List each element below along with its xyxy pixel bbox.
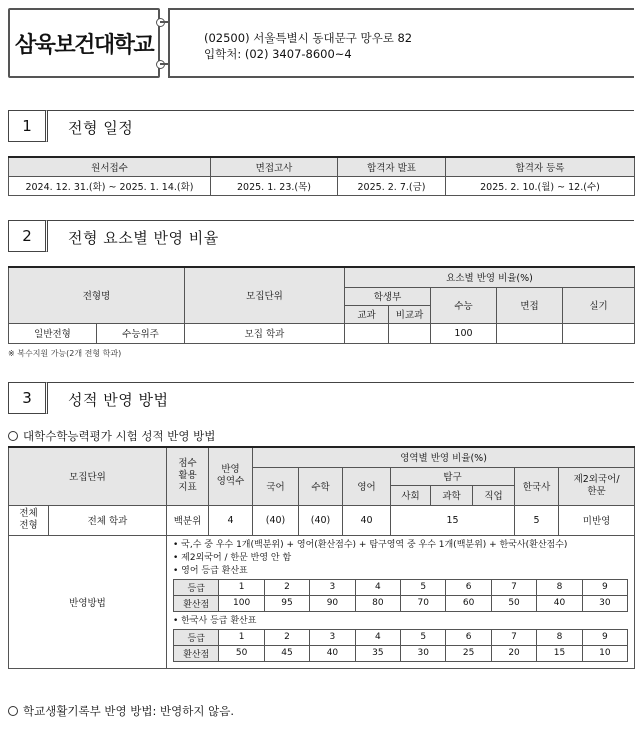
csat-subtitle [8, 428, 215, 444]
ratio-header-unit: 모집단위 [185, 267, 345, 323]
english-grade: 3 [310, 579, 355, 595]
schedule-header: 원서접수 [9, 157, 211, 176]
english-grade-label: 등급 [174, 579, 219, 595]
section-title: 성적 반영 방법 [68, 391, 169, 409]
section-header-3 [8, 382, 634, 416]
csat-header-history: 한국사 [515, 467, 559, 505]
history-score: 45 [264, 645, 309, 661]
english-grade: 6 [446, 579, 491, 595]
history-grade: 1 [219, 629, 264, 645]
history-score: 15 [537, 645, 582, 661]
history-grade: 5 [401, 629, 446, 645]
english-score: 50 [491, 595, 536, 611]
english-score: 100 [219, 595, 264, 611]
csat-korean: (40) [253, 505, 299, 535]
history-grade: 2 [264, 629, 309, 645]
csat-header-english: 영어 [343, 467, 391, 505]
ratio-subject [345, 323, 389, 343]
csat-table [8, 446, 635, 669]
history-score: 40 [310, 645, 355, 661]
english-score: 80 [355, 595, 400, 611]
schedule-header: 면접고사 [211, 157, 338, 176]
ratio-type: 일반전형 [9, 323, 97, 343]
address-text: (02500) 서울특별시 동대문구 망우로 82 [204, 31, 413, 45]
english-grade: 7 [491, 579, 536, 595]
csat-type: 전체 전형 [9, 505, 49, 535]
history-grade-table [173, 629, 628, 662]
history-grade: 8 [537, 629, 582, 645]
csat-unit: 전체 학과 [49, 505, 167, 535]
ratio-header-non: 비교과 [389, 305, 431, 323]
school-record-line [8, 703, 234, 719]
method-content [167, 535, 635, 668]
csat-areas: 4 [209, 505, 253, 535]
csat-header-score: 점수 활용 지표 [167, 447, 209, 505]
circle-bullet-icon [8, 706, 18, 716]
english-grade: 4 [355, 579, 400, 595]
ratio-table [8, 266, 635, 344]
english-score-label: 환산점 [174, 595, 219, 611]
schedule-header: 합격자 등록 [446, 157, 635, 176]
ratio-unit: 모집 학과 [185, 323, 345, 343]
english-grade: 9 [582, 579, 627, 595]
school-record-text: 학교생활기록부 반영 방법: 반영하지 않음. [23, 704, 235, 718]
header [8, 8, 634, 84]
section-number: 3 [8, 382, 48, 414]
history-score: 50 [219, 645, 264, 661]
csat-header-social: 사회 [391, 485, 431, 505]
section-number: 2 [8, 220, 48, 252]
section-header-1 [8, 110, 634, 144]
phone-text: 입학처: (02) 3407-8600~4 [204, 47, 352, 61]
section-line [48, 110, 634, 142]
english-grade: 8 [537, 579, 582, 595]
ratio-header-practical: 실기 [563, 287, 635, 323]
section-number: 1 [8, 110, 48, 142]
ratio-sub: 수능위주 [97, 323, 185, 343]
method-bullet: • 제2외국어 / 한문 반영 안 함 [173, 552, 292, 563]
english-grade-table [173, 579, 628, 612]
csat-header-areas: 반영 영역수 [209, 447, 253, 505]
english-grade: 2 [264, 579, 309, 595]
english-score: 95 [264, 595, 309, 611]
history-grade-label: 등급 [174, 629, 219, 645]
english-grade: 1 [219, 579, 264, 595]
csat-header-korean: 국어 [253, 467, 299, 505]
history-score: 30 [401, 645, 446, 661]
method-label: 반영방법 [9, 535, 167, 668]
ratio-csat: 100 [431, 323, 497, 343]
schedule-value: 2025. 2. 7.(금) [338, 176, 446, 195]
ratio-header-school: 학생부 [345, 287, 431, 305]
history-grade: 6 [446, 629, 491, 645]
csat-header-ratio: 영역별 반영 비율(%) [253, 447, 635, 467]
csat-english: 40 [343, 505, 391, 535]
csat-header-vocational: 직업 [473, 485, 515, 505]
history-score: 10 [582, 645, 627, 661]
university-logo-box [8, 8, 160, 78]
university-name: 삼육보건대학교 [14, 32, 154, 58]
csat-subtitle-text: 대학수학능력평가 시험 성적 반영 방법 [23, 429, 216, 443]
history-grade: 7 [491, 629, 536, 645]
history-grade: 4 [355, 629, 400, 645]
ratio-non [389, 323, 431, 343]
method-bullet: • 한국사 등급 환산표 [173, 615, 257, 626]
csat-header-inquiry: 탐구 [391, 467, 515, 485]
ratio-header-type: 전형명 [9, 267, 185, 323]
ratio-header-ratio: 요소별 반영 비율(%) [345, 267, 635, 287]
method-bullet: • 영어 등급 환산표 [173, 565, 248, 576]
csat-foreign: 미반영 [559, 505, 635, 535]
english-score: 70 [401, 595, 446, 611]
history-score: 20 [491, 645, 536, 661]
english-grade: 5 [401, 579, 446, 595]
csat-inquiry: 15 [391, 505, 515, 535]
ratio-practical [563, 323, 635, 343]
english-score: 60 [446, 595, 491, 611]
csat-header-science: 과학 [431, 485, 473, 505]
schedule-table [8, 156, 635, 196]
schedule-value: 2024. 12. 31.(화) ~ 2025. 1. 14.(화) [9, 176, 211, 195]
history-score: 25 [446, 645, 491, 661]
history-score: 35 [355, 645, 400, 661]
english-score: 30 [582, 595, 627, 611]
ratio-note: ※ 복수지원 가능(2개 전형 학과) [8, 349, 122, 358]
section-title: 전형 일정 [68, 119, 134, 137]
csat-header-unit: 모집단위 [9, 447, 167, 505]
schedule-value: 2025. 2. 10.(월) ~ 12.(수) [446, 176, 635, 195]
method-bullet: • 국,수 중 우수 1개(백분위) + 영어(환산점수) + 탐구영역 중 우수 1개(백분위) + 한국사(환산점수) [173, 539, 568, 550]
english-score: 40 [537, 595, 582, 611]
english-score: 90 [310, 595, 355, 611]
csat-header-foreign: 제2외국어/ 한문 [559, 467, 635, 505]
circle-bullet-icon [8, 431, 18, 441]
section-header-2 [8, 220, 634, 254]
ratio-interview [497, 323, 563, 343]
history-grade: 9 [582, 629, 627, 645]
ratio-header-csat: 수능 [431, 287, 497, 323]
history-score-label: 환산점 [174, 645, 219, 661]
schedule-value: 2025. 1. 23.(목) [211, 176, 338, 195]
schedule-header: 합격자 발표 [338, 157, 446, 176]
section-title: 전형 요소별 반영 비율 [68, 229, 219, 247]
address-box [168, 8, 634, 78]
csat-header-math: 수학 [299, 467, 343, 505]
history-grade: 3 [310, 629, 355, 645]
ratio-header-subject: 교과 [345, 305, 389, 323]
csat-history: 5 [515, 505, 559, 535]
csat-score: 백분위 [167, 505, 209, 535]
ratio-header-interview: 면접 [497, 287, 563, 323]
csat-math: (40) [299, 505, 343, 535]
